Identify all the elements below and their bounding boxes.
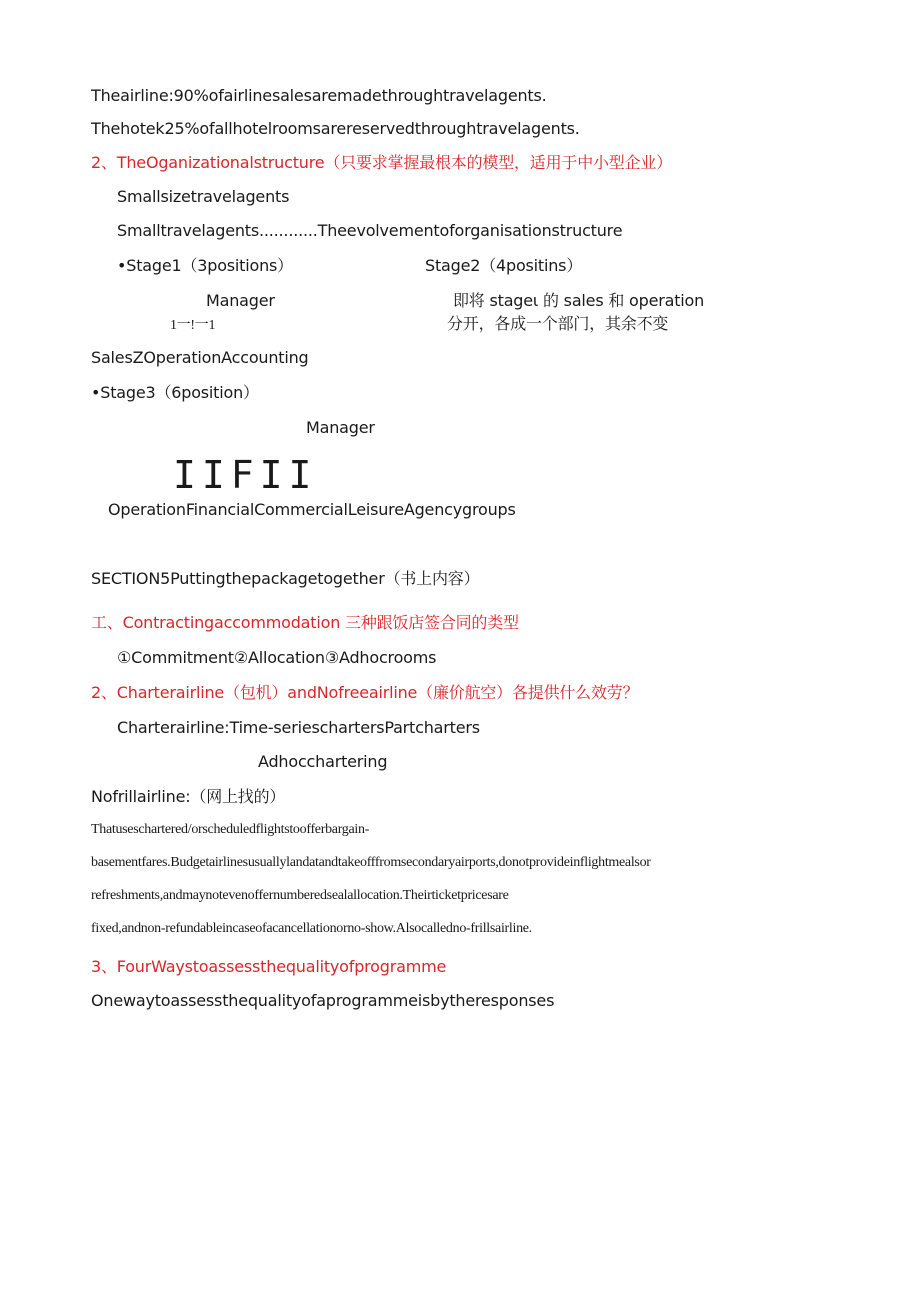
text-line: Smallsizetravelagents <box>117 187 290 206</box>
org-chart-node: SalesZOperationAccounting <box>91 348 309 367</box>
text-line: 即将 stageι 的 sales 和 operation <box>453 291 705 310</box>
text-line: Thehotek25%ofallhotelroomsarereservedthroughtravelagents. <box>91 119 580 138</box>
org-chart-node: OperationFinancialCommercialLeisureAgencygroups <box>108 500 516 519</box>
paragraph-line: fixed,andnon-refundableincaseofacancellationorno-show.Alsocalledno-frillsairline. <box>91 921 532 936</box>
text-line: Adhocchartering <box>258 752 388 771</box>
paragraph-line: Thatuseschartered/orscheduledflightstoofferbargain- <box>91 822 370 837</box>
text-line: Theairline:90%ofairlinesalesaremadethroughtravelagents. <box>91 86 547 105</box>
org-chart-connector: IIFII <box>173 453 318 497</box>
text-line: Nofrillairline:（网上找的） <box>91 787 286 806</box>
paragraph-line: refreshments,andmaynotevenoffernumberedsealallocation.Theirticketpricesare <box>91 888 509 903</box>
org-chart-node: Manager <box>206 291 275 310</box>
section-heading: 2、Charterairline（包机）andNofreeairline（廉价航空）各提供什么效劳？ <box>91 683 639 702</box>
stage-label: •Stage3（6position） <box>91 383 259 402</box>
text-line: Charterairline:Time-serieschartersPartcharters <box>117 718 480 737</box>
text-line: ①Commitment②Allocation③Adhocrooms <box>117 648 437 667</box>
text-line: Onewaytoassessthequalityofaprogrammeisbytheresponses <box>91 991 555 1010</box>
paragraph-line: basementfares.Budgetairlinesusuallylandatandtakeofffromsecondaryairports,donotprovideinflightmealsor <box>91 855 651 870</box>
text-line: Smalltravelagents............Theevolvementoforganisationstructure <box>117 221 623 240</box>
stage-label: •Stage1（3positions） <box>117 256 293 275</box>
stage-label: Stage2（4positins） <box>425 256 583 275</box>
section-heading: 3、FourWaystoassessthequalityofprogramme <box>91 957 447 976</box>
section-heading: 2、TheOganizationalstructure（只要求掌握最根本的模型，适用于中小型企业） <box>91 153 672 172</box>
org-chart-node: Manager <box>306 418 375 437</box>
section-heading: 工、Contractingaccommodation 三种跟饭店签合同的类型 <box>91 613 519 632</box>
section-heading: SECTION5Puttingthepackagetogether（书上内容） <box>91 569 480 588</box>
org-chart-connector: 1一!一1 <box>170 318 216 333</box>
text-line: 分开，各成一个部门，其余不变 <box>447 314 669 333</box>
